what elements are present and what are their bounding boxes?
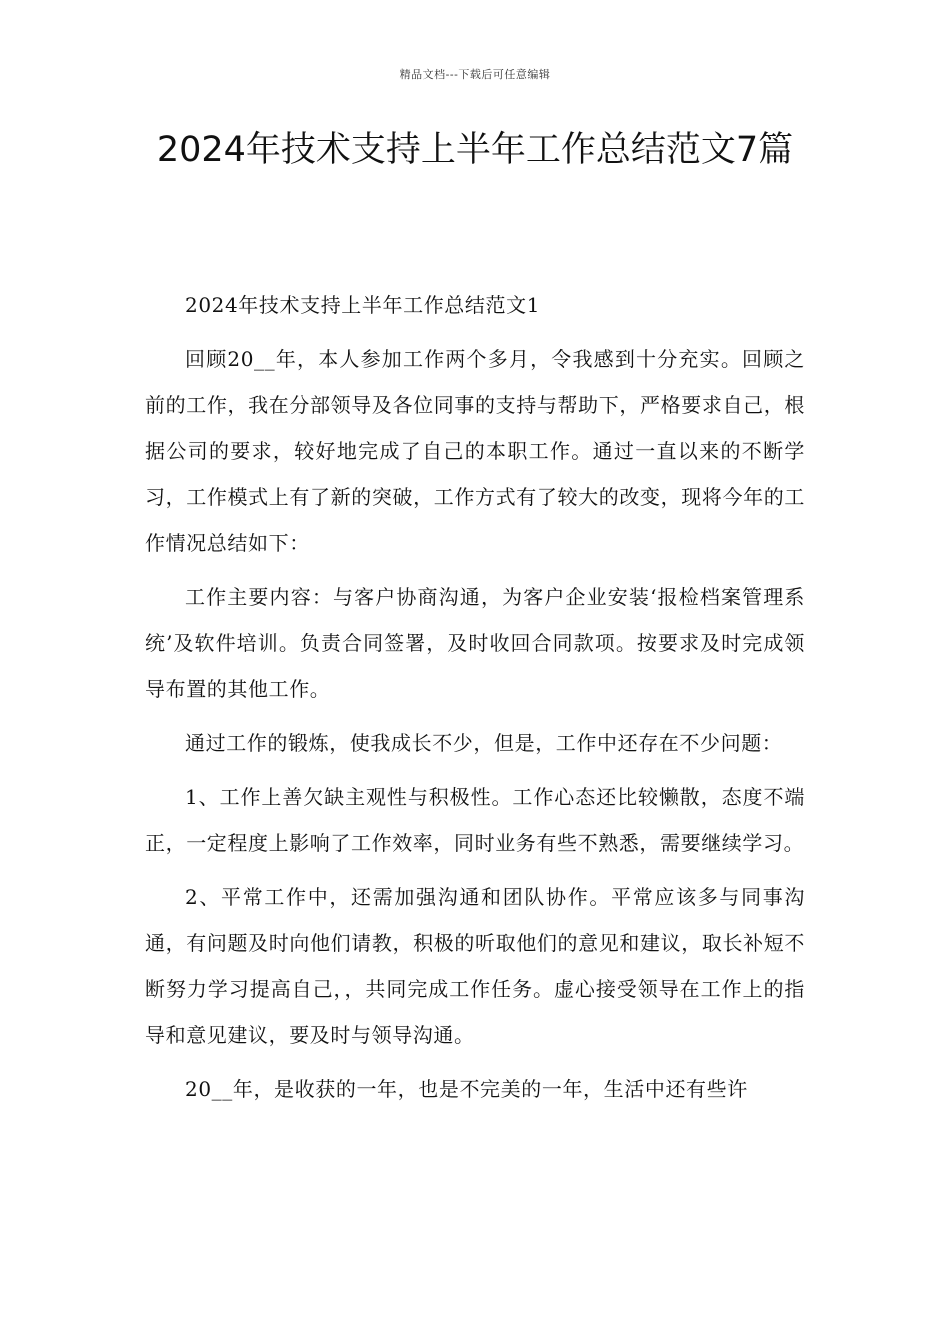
document-body: [145, 282, 805, 1120]
paragraph-main-work: 工作主要内容：与客户协商沟通，为客户企业安装‘报检档案管理系统’及软件培训。负责合同签署，及时收回合同款项。按要求及时完成领导布置的其他工作。: [145, 585, 805, 701]
document-title: 2024年技术支持上半年工作总结范文7篇: [156, 130, 794, 170]
header-note: 精品文档---下载后可任意编辑: [399, 68, 551, 81]
paragraph-closing: 20__年，是收获的一年，也是不完美的一年，生活中还有些许: [185, 1077, 748, 1101]
paragraph-review: 回顾20__年，本人参加工作两个多月，令我感到十分充实。回顾之前的工作，我在分部领导及各位同事的支持与帮助下，严格要求自己，根据公司的要求，较好地完成了自己的本职工作。通过一直以来的不断学习，工作模式上有了新的突破，工作方式有了较大的改变，现将今年的工作情况总结如下：: [145, 347, 805, 555]
section-heading: 2024年技术支持上半年工作总结范文1: [185, 293, 541, 317]
paragraph-problem-2: 2、平常工作中，还需加强沟通和团队协作。平常应该多与同事沟通，有问题及时向他们请教，积极的听取他们的意见和建议，取长补短不断努力学习提高自己，，共同完成工作任务。虚心接受领导在工作上的指导和意见建议，要及时与领导沟通。: [145, 885, 805, 1047]
paragraph-problems-intro: 通过工作的锻炼，使我成长不少，但是，工作中还存在不少问题：: [185, 731, 783, 755]
paragraph-problem-1: 1、工作上善欠缺主观性与积极性。工作心态还比较懒散，态度不端正，一定程度上影响了工作效率，同时业务有些不熟悉，需要继续学习。: [145, 785, 805, 855]
